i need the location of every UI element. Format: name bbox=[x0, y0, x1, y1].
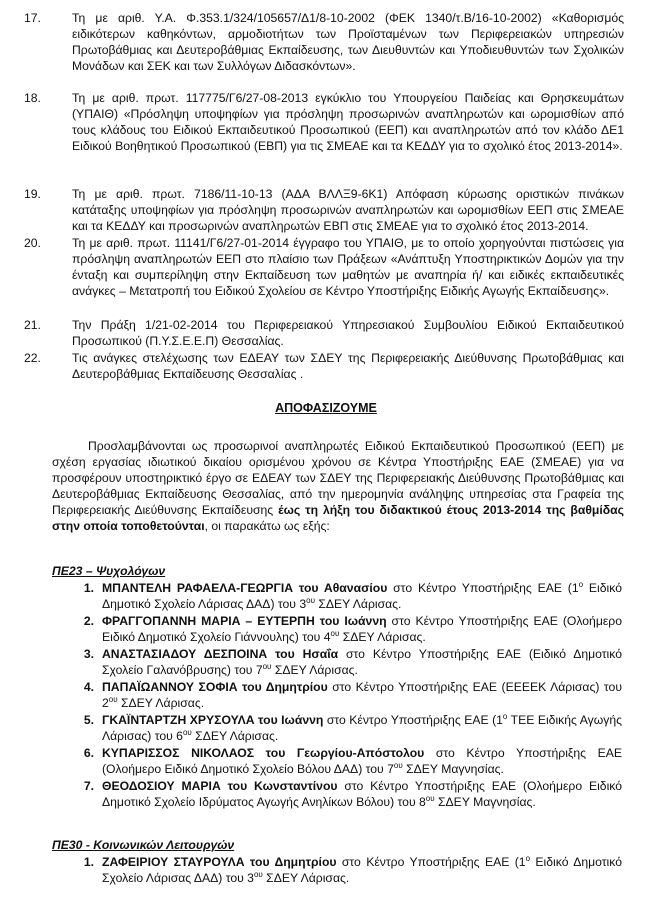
list-item-number: 1. bbox=[83, 581, 94, 595]
list-item bbox=[102, 580, 622, 612]
list-item-number: 5. bbox=[83, 713, 94, 727]
item-text: στο Κέντρο Υποστήριξης ΕΑΕ (ΕΕΕΕΚ Λάρισας) του 2 bbox=[102, 680, 622, 710]
ref-number: 21. bbox=[24, 318, 41, 332]
list-item-number: 6. bbox=[83, 746, 94, 760]
list-item-number: 2. bbox=[83, 614, 94, 628]
ordinal-suffix: ου bbox=[253, 870, 263, 879]
item-text: στο Κέντρο Υποστήριξης ΕΑΕ (Ειδικό Δημοτικό Σχολείο Γαλανόβρυσης) του 7 bbox=[102, 647, 622, 677]
ref-text: Την Πράξη 1/21-02-2014 του Περιφερειακού Υπηρεσιακού Συμβουλίου Ειδικού Εκπαιδευτικού Προσωπικού (Π.Υ.Σ.Ε.Ε.Π) Θεσσαλίας. bbox=[72, 318, 624, 348]
ref-number: 22. bbox=[24, 351, 41, 365]
ordinal-suffix: ου bbox=[262, 662, 272, 671]
appointee-name: ΘΕΟΔΟΣΙΟΥ ΜΑΡΙΑ του Κωνσταντίνου bbox=[102, 779, 338, 793]
list-item bbox=[102, 745, 622, 777]
list-item-number: 4. bbox=[83, 680, 94, 694]
ordinal-suffix: ο bbox=[578, 580, 584, 589]
ordinal-suffix: ου bbox=[306, 596, 315, 605]
ref-number: 20. bbox=[24, 236, 41, 250]
list-item bbox=[102, 679, 622, 711]
list-item bbox=[102, 712, 622, 744]
item-text: στο Κέντρο Υποστήριξης ΕΑΕ (1 bbox=[323, 713, 503, 727]
list-item bbox=[102, 778, 622, 810]
item-text: Ειδικό Δημοτικό Σχολείο Λάρισας ΔΑΔ) του 3 bbox=[102, 581, 622, 611]
item-text: στο Κέντρο Υποστήριξης ΕΑΕ (1 bbox=[387, 581, 579, 595]
ref-number: 18. bbox=[24, 91, 41, 105]
list-item bbox=[102, 646, 622, 678]
ref-text: Τη με αριθ. Υ.Α. Φ.353.1/324/105657/Δ1/8-10-2002 (ΦΕΚ 1340/τ.Β/16-10-2002) «Καθορισμός ειδικότερων καθηκόντων, αρμοδιοτήτων των Προϊσταμένων των Περιφερειακών υπηρεσιών Πρωτοβάθμιας και Δευτεροβάθμιας Εκπαίδευσης, των Διευθυντών και Υποδιευθυντών των Σχολικών Μονάδων και ΣΕΚ και των Συλλόγων Διδασκόντων». bbox=[72, 11, 624, 73]
ordinal-suffix: ου bbox=[393, 761, 403, 770]
item-text: ΣΔΕΥ Μαγνησίας. bbox=[434, 795, 536, 809]
item-text: Ειδικό Δημοτικό Σχολείο Λάρισας ΔΑΔ) του 3 bbox=[102, 855, 622, 885]
section-title: ΠΕ30 - Κοινωνικών Λειτουργών bbox=[52, 838, 235, 852]
item-text: ΣΔΕΥ Λάρισας. bbox=[117, 696, 205, 710]
list-item-number: 1. bbox=[83, 855, 94, 869]
appointee-name: ΓΚΑΪΝΤΑΡΤΖΗ ΧΡΥΣΟΥΛΑ του Ιωάννη bbox=[102, 713, 324, 727]
intro-paragraph bbox=[52, 438, 624, 534]
item-text: στο Κέντρο Υποστήριξης ΕΑΕ (Ολοήμερο Ειδικό Δημοτικό Σχολείο Γιάννουλης) του 4 bbox=[102, 614, 622, 644]
appointee-name: ΚΥΠΑΡΙΣΣΟΣ ΝΙΚΟΛΑΟΣ του Γεωργίου-Απόστολου bbox=[102, 746, 425, 760]
ref-text: Τη με αριθ. πρωτ. 7186/11-10-13 (ΑΔΑ ΒΛΛΞ9-6Κ1) Απόφαση κύρωσης οριστικών πινάκων κατάταξης υποψηφίων για πρόσληψη προσωρινών αναπληρωτών και ωρομισθίων ΕΕΠ στις ΣΜΕΑΕ και τα ΚΕΔΔΥ και προσωρινών αναπληρωτών ΕΒΠ στις ΣΜΕΑΕ για το σχολικό έτος 2013-2014. bbox=[72, 187, 624, 233]
item-text: ΣΔΕΥ Λάρισας. bbox=[271, 663, 358, 677]
item-text: στο Κέντρο Υποστήριξης ΕΑΕ (Ολοήμερο Ειδικό Δημοτικό Σχολείο Ιδρύματος Αγωγής Ανηλίκων Βόλου) του 8 bbox=[102, 779, 623, 809]
ref-number: 19. bbox=[24, 187, 41, 201]
appointee-name: ΑΝΑΣΤΑΣΙΑΔΟΥ ΔΕΣΠΟΙΝΑ του Ησαΐα bbox=[102, 647, 339, 661]
ref-text: Τη με αριθ. πρωτ. 11141/Γ6/27-01-2014 έγγραφο του ΥΠΑΙΘ, με το οποίο χορηγούνται πιστώσεις για πρόσληψη αναπληρωτών ΕΕΠ στο πλαίσιο των Πράξεων «Ανάπτυξη Υποστηρικτικών Δομών για την ένταξη και συμπερίληψη στην Εκπαίδευση των μαθητών με αναπηρία ή/ και ειδικές εκπαιδευτικές ανάγκες – Μετατροπή του Ειδικού Σχολείου σε Κέντρο Υποστήριξης Ειδικής Αγωγής Εκπαίδευσης». bbox=[72, 236, 624, 298]
ordinal-suffix: ου bbox=[425, 794, 435, 803]
decision-heading: ΑΠΟΦΑΣΙΖΟΥΜΕ bbox=[275, 401, 377, 415]
ref-number: 17. bbox=[24, 11, 41, 25]
item-text: ΣΔΕΥ Λάρισας. bbox=[339, 630, 426, 644]
intro-text: Προσλαμβάνονται ως προσωρινοί αναπληρωτές Ειδικού Εκπαιδευτικού Προσωπικού (ΕΕΠ) με σχέση εργασίας ιδιωτικού δικαίου ορισμένου χρόνου σε Κέντρα Υποστήριξης ΕΑΕ (ΣΜΕΑΕ) για να προσφέρουν υποστηρικτικό έργο σε ΕΔΕΑΥ των ΣΔΕΥ της Περιφερειακής Διεύθυνσης Πρωτοβάθμιας και Δευτεροβάθμιας Εκπαίδευσης Θεσσαλίας, από την ημερομηνία ανάληψης υπηρεσίας στα Γραφεία της Περιφερειακής Διεύθυνσης Εκπαίδευσης bbox=[52, 439, 624, 517]
item-text: ΣΔΕΥ Λάρισας. bbox=[191, 729, 279, 743]
list-item-number: 7. bbox=[83, 779, 94, 793]
item-text: ΣΔΕΥ Λάρισας. bbox=[314, 597, 402, 611]
item-text: ΤΕΕ Ειδικής Αγωγής Λάρισας) του 6 bbox=[102, 713, 622, 743]
item-text: ΣΔΕΥ Λάρισας. bbox=[262, 871, 350, 885]
list-item bbox=[102, 613, 622, 645]
ordinal-suffix: ου bbox=[330, 629, 340, 638]
appointee-name: ΖΑΦΕΙΡΙΟΥ ΣΤΑΥΡΟΥΛΑ του Δημητρίου bbox=[102, 855, 337, 869]
item-text: ΣΔΕΥ Μαγνησίας. bbox=[402, 762, 504, 776]
section-title: ΠΕ23 – Ψυχολόγων bbox=[52, 564, 166, 578]
ordinal-suffix: ου bbox=[182, 728, 192, 737]
list-item bbox=[102, 854, 622, 886]
intro-bold-text: έως τη λήξη του διδακτικού έτους 2013-2014 της βαθμίδας στην οποία τοποθετούνται bbox=[52, 503, 624, 533]
ordinal-suffix: ο bbox=[525, 854, 531, 863]
ordinal-suffix: ου bbox=[108, 695, 118, 704]
list-item-number: 3. bbox=[83, 647, 94, 661]
ref-text: Τις ανάγκες στελέχωσης των ΕΔΕΑΥ των ΣΔΕΥ της Περιφερειακής Διεύθυνσης Πρωτοβάθμιας και Δευτεροβάθμιας Εκπαίδευσης Θεσσαλίας . bbox=[72, 351, 624, 381]
item-text: στο Κέντρο Υποστήριξης ΕΑΕ (Ολοήμερο Ειδικό Δημοτικό Σχολείο Βόλου ΔΑΔ) του 7 bbox=[102, 746, 623, 776]
appointee-name: ΠΑΠΑΪΩΑΝΝΟΥ ΣΟΦΙΑ του Δημητρίου bbox=[102, 680, 328, 694]
appointee-name: ΦΡΑΓΓΟΠΑΝΝΗ ΜΑΡΙΑ – ΕΥΤΕΡΠΗ του Ιωάννη bbox=[102, 614, 387, 628]
appointee-name: ΜΠΑΝΤΕΛΗ ΡΑΦΑΕΛΑ-ΓΕΩΡΓΙΑ του Αθανασίου bbox=[102, 581, 388, 595]
ordinal-suffix: ο bbox=[502, 712, 508, 721]
ref-text: Τη με αριθ. πρωτ. 117775/Γ6/27-08-2013 εγκύκλιο του Υπουργείου Παιδείας και Θρησκευμάτων (ΥΠΑΙΘ) «Πρόσληψη υποψηφίων για πρόσληψη προσωρινών αναπληρωτών και ωρομισθίων από τους κλάδους του Ειδικού Εκπαιδευτικού Προσωπικού (ΕΕΠ) και αναπληρωτών από τον κλάδο ΔΕ1 Ειδικού Βοηθητικού Προσωπικού (ΕΒΠ) για τις ΣΜΕΑΕ και τα ΚΕΔΔΥ για το σχολικό έτος 2013-2014». bbox=[72, 91, 624, 153]
item-text: στο Κέντρο Υποστήριξης ΕΑΕ (1 bbox=[336, 855, 526, 869]
intro-end-text: , οι παρακάτω ως εξής: bbox=[204, 519, 330, 533]
